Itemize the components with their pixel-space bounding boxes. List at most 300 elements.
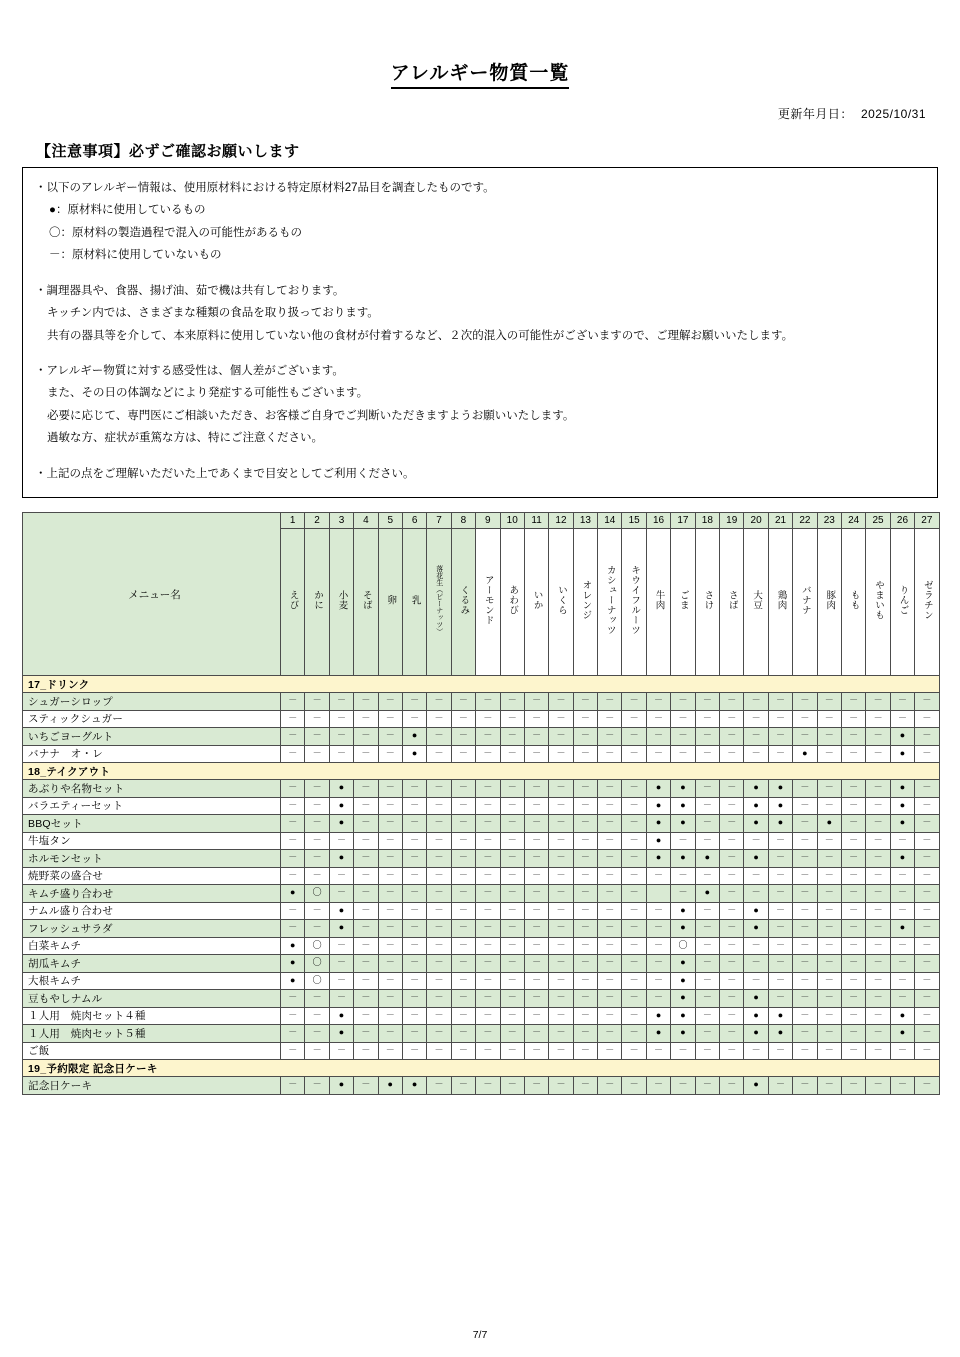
allergen-symbol: ● [411, 747, 418, 758]
allergen-symbol: － [605, 1009, 615, 1020]
allergen-cell-23 [817, 815, 841, 833]
allergen-cell-7 [427, 1042, 451, 1060]
allergen-cell-12 [549, 920, 573, 938]
allergen-symbol: － [580, 834, 590, 845]
menu-item-name: ナムル盛り合わせ [23, 902, 281, 920]
allergen-cell-1 [281, 745, 305, 763]
allergen-cell-19 [720, 745, 744, 763]
allergen-label: いか [531, 590, 543, 611]
allergen-symbol: － [776, 939, 786, 950]
allergen-cell-18 [695, 902, 719, 920]
allergen-symbol: － [800, 730, 810, 741]
allergen-cell-24 [841, 955, 865, 973]
allergen-symbol: － [458, 852, 468, 863]
allergen-cell-14 [598, 990, 622, 1008]
allergen-cell-14 [598, 693, 622, 711]
allergen-symbol: － [654, 957, 664, 968]
allergen-cell-1 [281, 797, 305, 815]
allergen-cell-25 [866, 1042, 890, 1060]
allergen-symbol: ● [899, 817, 906, 828]
allergen-cell-13 [573, 850, 597, 868]
allergen-header-23 [817, 529, 841, 676]
allergen-cell-6 [402, 1025, 426, 1043]
allergen-cell-14 [598, 797, 622, 815]
table-row [23, 693, 940, 711]
allergen-cell-17 [671, 885, 695, 903]
allergen-cell-25 [866, 937, 890, 955]
allergen-symbol: － [458, 922, 468, 933]
allergen-cell-2 [305, 728, 329, 746]
allergen-symbol: － [897, 904, 907, 915]
allergen-symbol: － [434, 939, 444, 950]
allergen-symbol: － [312, 1079, 322, 1090]
allergen-cell-11 [524, 1042, 548, 1060]
allergen-cell-16 [646, 850, 670, 868]
allergen-header-7 [427, 529, 451, 676]
allergen-symbol: － [727, 817, 737, 828]
table-row [23, 902, 940, 920]
allergen-symbol: － [824, 1027, 834, 1038]
allergen-cell-12 [549, 955, 573, 973]
allergen-symbol: － [751, 834, 761, 845]
allergen-symbol: － [800, 852, 810, 863]
allergen-symbol: － [288, 1044, 298, 1055]
allergen-cell-8 [451, 815, 475, 833]
allergen-symbol: － [385, 852, 395, 863]
allergen-symbol: － [580, 974, 590, 985]
allergen-cell-12 [549, 990, 573, 1008]
allergen-symbol: － [580, 957, 590, 968]
allergen-cell-13 [573, 902, 597, 920]
allergen-cell-22 [793, 955, 817, 973]
allergen-cell-9 [476, 780, 500, 798]
allergen-symbol: － [922, 799, 932, 810]
allergen-symbol: － [727, 1009, 737, 1020]
allergen-symbol: － [483, 869, 493, 880]
allergen-symbol: － [849, 904, 859, 915]
allergen-cell-10 [500, 745, 524, 763]
allergen-cell-4 [354, 867, 378, 885]
allergen-cell-27 [915, 1077, 939, 1095]
allergen-symbol: － [629, 834, 639, 845]
allergen-cell-17 [671, 1042, 695, 1060]
allergen-symbol: － [410, 782, 420, 793]
allergen-cell-16 [646, 885, 670, 903]
allergen-cell-25 [866, 955, 890, 973]
allergen-cell-26 [890, 990, 914, 1008]
allergen-symbol: － [556, 992, 566, 1003]
allergen-symbol: － [410, 957, 420, 968]
allergen-symbol: － [336, 957, 346, 968]
allergen-symbol: － [288, 922, 298, 933]
allergen-cell-5 [378, 1042, 402, 1060]
allergen-cell-1 [281, 937, 305, 955]
allergen-cell-23 [817, 797, 841, 815]
allergen-cell-8 [451, 955, 475, 973]
allergen-symbol: － [751, 957, 761, 968]
allergen-header-10 [500, 529, 524, 676]
allergen-symbol: － [605, 939, 615, 950]
allergen-symbol: － [776, 922, 786, 933]
allergen-cell-21 [768, 693, 792, 711]
allergen-symbol: － [434, 747, 444, 758]
allergen-symbol: － [849, 1027, 859, 1038]
allergen-cell-25 [866, 990, 890, 1008]
allergen-symbol: － [629, 974, 639, 985]
allergen-cell-22 [793, 815, 817, 833]
allergen-symbol: － [483, 957, 493, 968]
allergen-symbol: － [507, 922, 517, 933]
allergen-cell-18 [695, 937, 719, 955]
allergen-symbol: － [727, 957, 737, 968]
allergen-symbol: － [312, 852, 322, 863]
allergen-symbol: ● [899, 730, 906, 741]
allergen-cell-4 [354, 815, 378, 833]
allergen-cell-11 [524, 1077, 548, 1095]
allergen-cell-8 [451, 990, 475, 1008]
allergen-cell-20 [744, 937, 768, 955]
allergen-cell-27 [915, 797, 939, 815]
allergen-cell-16 [646, 693, 670, 711]
allergen-symbol: － [800, 782, 810, 793]
allergen-symbol: － [361, 834, 371, 845]
allergen-cell-27 [915, 745, 939, 763]
allergen-cell-5 [378, 710, 402, 728]
allergen-cell-27 [915, 867, 939, 885]
allergen-cell-17 [671, 710, 695, 728]
allergen-symbol: － [458, 904, 468, 915]
allergen-symbol: － [629, 922, 639, 933]
allergen-symbol: － [824, 852, 834, 863]
allergen-cell-12 [549, 1077, 573, 1095]
allergen-cell-12 [549, 728, 573, 746]
allergen-cell-5 [378, 850, 402, 868]
allergen-cell-19 [720, 815, 744, 833]
allergen-cell-2 [305, 990, 329, 1008]
allergen-symbol: － [849, 1079, 859, 1090]
allergen-symbol: － [751, 730, 761, 741]
allergen-cell-8 [451, 850, 475, 868]
allergen-symbol: － [897, 957, 907, 968]
updated-value: 2025/10/31 [860, 107, 926, 121]
menu-item-name: フレッシュサラダ [23, 920, 281, 938]
allergen-symbol: － [849, 939, 859, 950]
allergen-cell-23 [817, 832, 841, 850]
allergen-symbol: － [702, 1079, 712, 1090]
allergen-symbol: － [776, 992, 786, 1003]
allergen-symbol: － [507, 817, 517, 828]
allergen-symbol: － [532, 712, 542, 723]
allergen-cell-6 [402, 1007, 426, 1025]
allergen-symbol: ● [753, 904, 759, 915]
allergen-symbol: － [702, 922, 712, 933]
allergen-symbol: － [458, 887, 468, 898]
menu-item-name: １人用 焼肉セット５種 [23, 1025, 281, 1043]
allergen-cell-23 [817, 867, 841, 885]
allergen-symbol: － [849, 747, 859, 758]
allergen-symbol: － [824, 992, 834, 1003]
allergen-cell-14 [598, 710, 622, 728]
allergen-symbol: ● [680, 992, 686, 1003]
allergen-cell-25 [866, 815, 890, 833]
allergen-cell-8 [451, 693, 475, 711]
allergen-cell-3 [329, 832, 353, 850]
allergen-cell-22 [793, 745, 817, 763]
allergen-cell-2 [305, 885, 329, 903]
allergen-symbol: － [702, 747, 712, 758]
allergen-cell-8 [451, 728, 475, 746]
allergen-symbol: － [824, 1079, 834, 1090]
allergen-symbol: － [702, 869, 712, 880]
allergen-cell-18 [695, 693, 719, 711]
allergen-cell-5 [378, 780, 402, 798]
allergen-symbol: － [483, 992, 493, 1003]
allergen-cell-2 [305, 780, 329, 798]
allergen-cell-18 [695, 832, 719, 850]
allergen-symbol: － [532, 817, 542, 828]
allergen-cell-7 [427, 797, 451, 815]
allergen-cell-12 [549, 693, 573, 711]
allergen-cell-27 [915, 885, 939, 903]
allergen-cell-12 [549, 797, 573, 815]
allergen-symbol: － [849, 730, 859, 741]
allergen-cell-15 [622, 815, 646, 833]
allergen-symbol: － [824, 887, 834, 898]
allergen-symbol: － [410, 974, 420, 985]
allergen-symbol: － [654, 939, 664, 950]
allergen-cell-10 [500, 797, 524, 815]
allergen-symbol: － [654, 1044, 664, 1055]
allergen-symbol: － [922, 834, 932, 845]
allergen-number-25: 25 [866, 513, 890, 529]
allergen-symbol: － [922, 1009, 932, 1020]
allergen-symbol: － [580, 1079, 590, 1090]
allergen-cell-9 [476, 1077, 500, 1095]
allergen-symbol: － [580, 992, 590, 1003]
table-row [23, 972, 940, 990]
allergen-cell-23 [817, 990, 841, 1008]
menu-item-name: BBQセット [23, 815, 281, 833]
note-spacer [35, 267, 925, 280]
allergen-cell-23 [817, 780, 841, 798]
allergen-number-10: 10 [500, 513, 524, 529]
allergen-symbol: － [458, 782, 468, 793]
allergen-cell-4 [354, 885, 378, 903]
allergen-symbol: － [654, 1079, 664, 1090]
allergen-cell-24 [841, 972, 865, 990]
allergen-symbol: － [849, 887, 859, 898]
menu-item-name: 牛塩タン [23, 832, 281, 850]
allergen-symbol: － [605, 834, 615, 845]
allergen-cell-3 [329, 1025, 353, 1043]
page-footer: 7/7 [472, 1329, 488, 1341]
allergen-cell-18 [695, 728, 719, 746]
allergen-cell-2 [305, 1007, 329, 1025]
allergen-number-23: 23 [817, 513, 841, 529]
allergen-cell-26 [890, 710, 914, 728]
allergen-cell-27 [915, 902, 939, 920]
allergen-cell-16 [646, 955, 670, 973]
allergen-cell-17 [671, 867, 695, 885]
allergen-cell-19 [720, 990, 744, 1008]
allergen-header-19 [720, 529, 744, 676]
allergen-label: キウイフルーツ [629, 565, 641, 636]
allergen-symbol: － [873, 817, 883, 828]
allergen-cell-6 [402, 867, 426, 885]
allergen-number-2: 2 [305, 513, 329, 529]
table-row [23, 937, 940, 955]
allergen-cell-26 [890, 728, 914, 746]
allergen-cell-4 [354, 972, 378, 990]
allergen-cell-25 [866, 832, 890, 850]
table-row [23, 867, 940, 885]
allergen-symbol: － [556, 904, 566, 915]
allergen-symbol: － [434, 1009, 444, 1020]
allergen-cell-1 [281, 1077, 305, 1095]
allergen-cell-7 [427, 1077, 451, 1095]
allergen-cell-4 [354, 745, 378, 763]
allergen-number-8: 8 [451, 513, 475, 529]
allergen-cell-11 [524, 745, 548, 763]
allergen-cell-6 [402, 797, 426, 815]
allergen-cell-12 [549, 867, 573, 885]
allergen-cell-12 [549, 972, 573, 990]
allergen-symbol: － [507, 869, 517, 880]
allergen-cell-17 [671, 832, 695, 850]
allergen-number-9: 9 [476, 513, 500, 529]
allergen-cell-9 [476, 920, 500, 938]
allergen-cell-10 [500, 972, 524, 990]
allergen-symbol: ● [753, 817, 759, 828]
allergen-symbol: － [727, 782, 737, 793]
allergen-cell-8 [451, 1077, 475, 1095]
allergen-symbol: － [702, 834, 712, 845]
allergen-symbol: － [824, 730, 834, 741]
allergen-symbol: － [458, 869, 468, 880]
allergen-symbol: ● [777, 1009, 784, 1020]
allergen-symbol: － [727, 834, 737, 845]
allergen-cell-10 [500, 902, 524, 920]
allergen-symbol: － [873, 1044, 883, 1055]
allergen-cell-1 [281, 780, 305, 798]
allergen-symbol: － [702, 817, 712, 828]
allergen-symbol: － [654, 695, 664, 706]
allergen-cell-14 [598, 867, 622, 885]
allergen-cell-15 [622, 1077, 646, 1095]
allergen-symbol: － [629, 1044, 639, 1055]
allergen-cell-24 [841, 867, 865, 885]
allergen-cell-14 [598, 832, 622, 850]
allergen-cell-10 [500, 1042, 524, 1060]
allergen-symbol: － [312, 799, 322, 810]
allergen-symbol: ● [753, 1009, 759, 1020]
allergen-symbol: ● [753, 852, 759, 863]
allergen-cell-21 [768, 1007, 792, 1025]
allergen-symbol: － [873, 869, 883, 880]
allergen-symbol: － [312, 1027, 322, 1038]
allergen-cell-10 [500, 1007, 524, 1025]
allergen-cell-25 [866, 867, 890, 885]
allergen-cell-16 [646, 797, 670, 815]
allergen-cell-21 [768, 780, 792, 798]
allergen-cell-10 [500, 832, 524, 850]
allergen-number-18: 18 [695, 513, 719, 529]
allergen-symbol: － [727, 799, 737, 810]
allergen-symbol: － [702, 712, 712, 723]
allergen-cell-27 [915, 1025, 939, 1043]
allergen-cell-18 [695, 920, 719, 938]
allergen-cell-27 [915, 780, 939, 798]
allergen-symbol: － [410, 834, 420, 845]
allergen-symbol: － [849, 974, 859, 985]
allergen-cell-10 [500, 955, 524, 973]
allergen-number-12: 12 [549, 513, 573, 529]
allergen-symbol: － [434, 1044, 444, 1055]
allergen-symbol: － [922, 1027, 932, 1038]
allergen-cell-24 [841, 832, 865, 850]
allergen-symbol: － [922, 1044, 932, 1055]
allergen-cell-17 [671, 1007, 695, 1025]
allergen-symbol: － [580, 695, 590, 706]
allergen-symbol: － [336, 974, 346, 985]
allergen-cell-7 [427, 867, 451, 885]
allergen-symbol: － [629, 782, 639, 793]
allergen-symbol: － [532, 904, 542, 915]
allergen-symbol: ● [655, 1009, 662, 1020]
allergen-symbol: － [532, 869, 542, 880]
menu-item-name: 胡瓜キムチ [23, 955, 281, 973]
allergen-symbol: － [507, 799, 517, 810]
allergen-symbol: － [410, 887, 420, 898]
allergen-cell-2 [305, 1025, 329, 1043]
allergen-cell-16 [646, 867, 670, 885]
allergen-label: 落花生（ピーナッツ） [435, 565, 443, 636]
allergen-cell-12 [549, 1007, 573, 1025]
allergen-symbol: － [727, 869, 737, 880]
allergen-cell-13 [573, 885, 597, 903]
allergen-cell-16 [646, 815, 670, 833]
allergen-cell-7 [427, 972, 451, 990]
allergen-cell-11 [524, 693, 548, 711]
allergen-symbol: － [361, 1009, 371, 1020]
allergen-symbol: － [434, 782, 444, 793]
menu-item-name: 豆もやしナムル [23, 990, 281, 1008]
allergen-cell-17 [671, 1077, 695, 1095]
header-number-row [23, 513, 940, 529]
allergen-cell-22 [793, 1007, 817, 1025]
allergen-symbol: － [897, 974, 907, 985]
allergen-cell-19 [720, 1007, 744, 1025]
allergen-symbol: － [507, 834, 517, 845]
allergen-symbol: － [605, 957, 615, 968]
allergen-symbol: － [532, 974, 542, 985]
menu-name-header: メニュー名 [23, 513, 281, 676]
allergen-header-3 [329, 529, 353, 676]
allergen-symbol: ● [338, 922, 345, 933]
allergen-cell-20 [744, 710, 768, 728]
allergen-symbol: － [605, 852, 615, 863]
table-row [23, 780, 940, 798]
allergen-cell-19 [720, 710, 744, 728]
allergen-header-11 [524, 529, 548, 676]
allergen-symbol: － [873, 852, 883, 863]
allergen-cell-18 [695, 850, 719, 868]
allergen-cell-18 [695, 1077, 719, 1095]
allergen-symbol: － [849, 1009, 859, 1020]
allergen-symbol: － [434, 904, 444, 915]
allergen-cell-17 [671, 693, 695, 711]
allergen-cell-24 [841, 885, 865, 903]
